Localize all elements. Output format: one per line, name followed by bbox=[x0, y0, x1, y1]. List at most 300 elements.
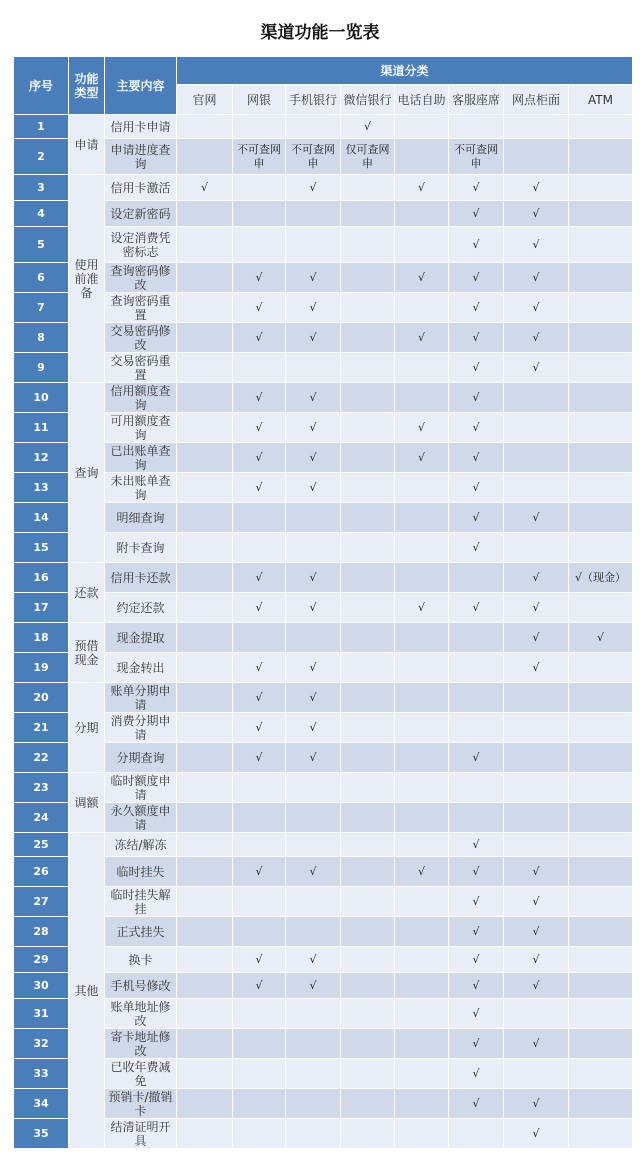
channel-cell: √ bbox=[569, 623, 633, 653]
channel-cell: √ bbox=[504, 917, 569, 947]
channel-cell bbox=[395, 803, 449, 833]
channel-cell: √ bbox=[395, 175, 449, 201]
row-number: 4 bbox=[14, 201, 69, 227]
category-cell: 其他 bbox=[69, 833, 105, 1149]
channel-cell: √ bbox=[286, 743, 341, 773]
channel-cell bbox=[286, 999, 341, 1029]
row-number: 18 bbox=[14, 623, 69, 653]
channel-cell bbox=[569, 413, 633, 443]
channel-cell bbox=[569, 887, 633, 917]
row-number: 35 bbox=[14, 1119, 69, 1149]
channel-cell bbox=[504, 713, 569, 743]
channel-cell bbox=[233, 623, 286, 653]
header-channel: 网银 bbox=[233, 85, 286, 115]
channel-cell bbox=[569, 293, 633, 323]
table-row bbox=[14, 623, 633, 653]
row-number: 7 bbox=[14, 293, 69, 323]
channel-cell bbox=[233, 1029, 286, 1059]
feature-cell: 查询密码修改 bbox=[105, 263, 177, 293]
row-number: 8 bbox=[14, 323, 69, 353]
channel-cell bbox=[233, 1089, 286, 1119]
channel-cell bbox=[341, 201, 395, 227]
channel-cell: √ bbox=[286, 973, 341, 999]
table-row bbox=[14, 973, 633, 999]
row-number: 30 bbox=[14, 973, 69, 999]
channel-cell bbox=[233, 175, 286, 201]
channel-cell bbox=[395, 833, 449, 857]
channel-cell: √ bbox=[449, 263, 504, 293]
feature-cell: 结清证明开具 bbox=[105, 1119, 177, 1149]
feature-cell: 交易密码重置 bbox=[105, 353, 177, 383]
channel-cell bbox=[177, 833, 233, 857]
channel-cell: √ bbox=[504, 593, 569, 623]
channel-cell bbox=[569, 833, 633, 857]
channel-cell bbox=[395, 653, 449, 683]
channel-cell: √ bbox=[449, 443, 504, 473]
channel-cell: √ bbox=[449, 353, 504, 383]
channel-cell bbox=[177, 201, 233, 227]
channel-cell: √ bbox=[449, 383, 504, 413]
channel-cell bbox=[341, 503, 395, 533]
channel-cell bbox=[177, 227, 233, 263]
table-row bbox=[14, 653, 633, 683]
channel-cell: 不可查网申 bbox=[286, 139, 341, 175]
row-number: 3 bbox=[14, 175, 69, 201]
channel-cell bbox=[177, 533, 233, 563]
table-row bbox=[14, 887, 633, 917]
channel-cell bbox=[449, 773, 504, 803]
channel-cell bbox=[341, 473, 395, 503]
feature-cell: 换卡 bbox=[105, 947, 177, 973]
channel-cell bbox=[395, 201, 449, 227]
category-cell: 调额 bbox=[69, 773, 105, 833]
channel-cell bbox=[177, 139, 233, 175]
channel-cell bbox=[286, 227, 341, 263]
channel-cell bbox=[233, 917, 286, 947]
channel-cell bbox=[233, 503, 286, 533]
channel-cell bbox=[286, 353, 341, 383]
channel-cell bbox=[569, 263, 633, 293]
channel-cell: √ bbox=[504, 503, 569, 533]
row-number: 28 bbox=[14, 917, 69, 947]
channel-cell bbox=[341, 563, 395, 593]
channel-cell bbox=[395, 1119, 449, 1149]
channel-cell: √ bbox=[504, 293, 569, 323]
channel-cell bbox=[569, 227, 633, 263]
channel-cell bbox=[569, 773, 633, 803]
channel-cell bbox=[233, 1059, 286, 1089]
channel-cell: √ bbox=[449, 503, 504, 533]
channel-cell bbox=[504, 743, 569, 773]
channel-cell bbox=[569, 743, 633, 773]
channel-cell: √ bbox=[395, 443, 449, 473]
channel-cell bbox=[177, 323, 233, 353]
row-number: 14 bbox=[14, 503, 69, 533]
channel-cell bbox=[233, 201, 286, 227]
feature-cell: 信用卡申请 bbox=[105, 115, 177, 139]
channel-cell: √ bbox=[504, 175, 569, 201]
row-number: 10 bbox=[14, 383, 69, 413]
channel-cell bbox=[286, 201, 341, 227]
category-cell: 查询 bbox=[69, 383, 105, 563]
channel-cell bbox=[286, 887, 341, 917]
channel-cell bbox=[569, 533, 633, 563]
channel-cell: √ bbox=[286, 653, 341, 683]
channel-cell bbox=[569, 353, 633, 383]
channel-cell bbox=[286, 503, 341, 533]
channel-cell: √ bbox=[504, 973, 569, 999]
channel-cell bbox=[569, 473, 633, 503]
channel-cell bbox=[341, 743, 395, 773]
table-row bbox=[14, 773, 633, 803]
channel-cell bbox=[569, 1029, 633, 1059]
channel-cell bbox=[177, 773, 233, 803]
channel-cell: √ bbox=[449, 999, 504, 1029]
channel-cell bbox=[177, 593, 233, 623]
channel-cell bbox=[177, 353, 233, 383]
channel-cell bbox=[341, 947, 395, 973]
channel-cell bbox=[449, 563, 504, 593]
table-row bbox=[14, 593, 633, 623]
channel-cell bbox=[395, 1059, 449, 1089]
channel-cell: 仅可查网申 bbox=[341, 139, 395, 175]
feature-cell: 永久额度申请 bbox=[105, 803, 177, 833]
table-row bbox=[14, 323, 633, 353]
channel-cell bbox=[177, 803, 233, 833]
feature-cell: 设定消费凭密标志 bbox=[105, 227, 177, 263]
row-number: 17 bbox=[14, 593, 69, 623]
category-cell: 分期 bbox=[69, 683, 105, 773]
channel-cell bbox=[177, 383, 233, 413]
row-number: 19 bbox=[14, 653, 69, 683]
channel-cell: √ bbox=[233, 973, 286, 999]
feature-cell: 寄卡地址修改 bbox=[105, 1029, 177, 1059]
channel-cell bbox=[341, 323, 395, 353]
table-row bbox=[14, 139, 633, 175]
channel-cell bbox=[177, 887, 233, 917]
channel-cell: √ bbox=[504, 887, 569, 917]
channel-cell bbox=[395, 533, 449, 563]
channel-cell: √ bbox=[449, 743, 504, 773]
channel-cell bbox=[341, 999, 395, 1029]
channel-cell: √ bbox=[286, 413, 341, 443]
channel-cell bbox=[177, 473, 233, 503]
channel-cell: √ bbox=[504, 947, 569, 973]
channel-cell bbox=[569, 1059, 633, 1089]
feature-cell: 约定还款 bbox=[105, 593, 177, 623]
channel-cell bbox=[341, 1029, 395, 1059]
feature-cell: 查询密码重置 bbox=[105, 293, 177, 323]
channel-cell: √ bbox=[233, 683, 286, 713]
channel-cell bbox=[177, 683, 233, 713]
channel-cell bbox=[286, 533, 341, 563]
channel-cell bbox=[233, 773, 286, 803]
table-row bbox=[14, 1119, 633, 1149]
channel-cell bbox=[341, 1089, 395, 1119]
channel-cell: √ bbox=[504, 1119, 569, 1149]
table-row bbox=[14, 383, 633, 413]
table-row bbox=[14, 563, 633, 593]
channel-cell bbox=[177, 263, 233, 293]
channel-cell bbox=[341, 263, 395, 293]
channel-cell: √ bbox=[504, 263, 569, 293]
feature-cell: 信用卡还款 bbox=[105, 563, 177, 593]
channel-cell bbox=[233, 999, 286, 1029]
channel-cell bbox=[286, 1119, 341, 1149]
channel-cell: √ bbox=[233, 743, 286, 773]
channel-cell bbox=[504, 115, 569, 139]
channel-cell bbox=[504, 833, 569, 857]
channel-cell bbox=[286, 917, 341, 947]
channel-cell bbox=[233, 227, 286, 263]
row-number: 22 bbox=[14, 743, 69, 773]
channel-cell bbox=[569, 683, 633, 713]
channel-cell: √ bbox=[395, 593, 449, 623]
channel-cell: √ bbox=[233, 383, 286, 413]
channel-cell bbox=[286, 833, 341, 857]
channel-cell bbox=[341, 443, 395, 473]
channel-cell bbox=[449, 713, 504, 743]
table-row bbox=[14, 713, 633, 743]
channel-cell bbox=[569, 323, 633, 353]
channel-cell: √ bbox=[449, 917, 504, 947]
table-row bbox=[14, 533, 633, 563]
channel-cell bbox=[395, 623, 449, 653]
channel-cell bbox=[395, 563, 449, 593]
channel-cell bbox=[177, 1029, 233, 1059]
table-row bbox=[14, 1059, 633, 1089]
channel-cell bbox=[395, 383, 449, 413]
channel-cell bbox=[395, 683, 449, 713]
feature-cell: 消费分期申请 bbox=[105, 713, 177, 743]
channel-cell bbox=[286, 1089, 341, 1119]
table-row bbox=[14, 175, 633, 201]
channel-cell bbox=[569, 503, 633, 533]
channel-cell: √ bbox=[233, 293, 286, 323]
channel-cell bbox=[286, 773, 341, 803]
channel-cell bbox=[504, 139, 569, 175]
channel-cell bbox=[341, 973, 395, 999]
channel-cell bbox=[395, 503, 449, 533]
channel-cell: √ bbox=[504, 857, 569, 887]
table-row bbox=[14, 917, 633, 947]
channel-cell bbox=[341, 353, 395, 383]
feature-cell: 分期查询 bbox=[105, 743, 177, 773]
channel-cell bbox=[177, 857, 233, 887]
feature-cell: 临时额度申请 bbox=[105, 773, 177, 803]
channel-cell bbox=[177, 947, 233, 973]
channel-cell: √ bbox=[395, 263, 449, 293]
channel-cell bbox=[341, 593, 395, 623]
channel-cell bbox=[395, 999, 449, 1029]
channel-cell bbox=[504, 999, 569, 1029]
header-channel: 微信银行 bbox=[341, 85, 395, 115]
channel-cell bbox=[341, 803, 395, 833]
table-row bbox=[14, 833, 633, 857]
table-row bbox=[14, 353, 633, 383]
channel-cell: √ bbox=[504, 653, 569, 683]
channel-cell bbox=[233, 353, 286, 383]
channel-cell bbox=[569, 973, 633, 999]
table-row bbox=[14, 413, 633, 443]
row-number: 31 bbox=[14, 999, 69, 1029]
channel-cell: √ bbox=[233, 443, 286, 473]
row-number: 12 bbox=[14, 443, 69, 473]
channel-cell: √ bbox=[395, 857, 449, 887]
channel-cell bbox=[177, 503, 233, 533]
feature-cell: 冻结/解冻 bbox=[105, 833, 177, 857]
channel-cell: √ bbox=[286, 563, 341, 593]
channel-cell bbox=[395, 713, 449, 743]
channel-cell bbox=[341, 413, 395, 443]
channel-cell bbox=[341, 683, 395, 713]
channel-cell bbox=[569, 139, 633, 175]
channel-cell: √ bbox=[286, 263, 341, 293]
channel-cell: √ bbox=[233, 323, 286, 353]
channel-cell: √ bbox=[449, 1059, 504, 1089]
channel-cell: √ bbox=[233, 713, 286, 743]
feature-cell: 信用卡激活 bbox=[105, 175, 177, 201]
row-number: 24 bbox=[14, 803, 69, 833]
feature-cell: 临时挂失 bbox=[105, 857, 177, 887]
channel-cell bbox=[449, 115, 504, 139]
channel-cell bbox=[569, 383, 633, 413]
channel-cell bbox=[395, 773, 449, 803]
channel-cell: √ bbox=[504, 227, 569, 263]
channel-cell bbox=[504, 473, 569, 503]
channel-cell: 不可查网申 bbox=[449, 139, 504, 175]
header-channel: ATM bbox=[569, 85, 633, 115]
feature-cell: 已收年费减免 bbox=[105, 1059, 177, 1089]
row-number: 1 bbox=[14, 115, 69, 139]
channel-cell: √ bbox=[341, 115, 395, 139]
channel-cell: √ bbox=[286, 293, 341, 323]
channel-cell bbox=[177, 563, 233, 593]
table-row bbox=[14, 443, 633, 473]
channel-cell: √ bbox=[233, 653, 286, 683]
channel-cell bbox=[341, 1059, 395, 1089]
channel-cell bbox=[395, 917, 449, 947]
channel-cell bbox=[569, 201, 633, 227]
table-row bbox=[14, 947, 633, 973]
feature-cell: 设定新密码 bbox=[105, 201, 177, 227]
channel-cell bbox=[341, 857, 395, 887]
channel-cell: √ bbox=[449, 175, 504, 201]
channel-cell bbox=[341, 227, 395, 263]
channel-cell: √ bbox=[286, 383, 341, 413]
channel-cell bbox=[395, 1029, 449, 1059]
feature-cell: 手机号修改 bbox=[105, 973, 177, 999]
channel-cell bbox=[569, 857, 633, 887]
table-row bbox=[14, 857, 633, 887]
header-channel: 客服座席 bbox=[449, 85, 504, 115]
channel-cell: √ bbox=[286, 683, 341, 713]
row-number: 9 bbox=[14, 353, 69, 383]
channel-cell: √ bbox=[233, 563, 286, 593]
table-row bbox=[14, 473, 633, 503]
row-number: 11 bbox=[14, 413, 69, 443]
channel-cell bbox=[569, 999, 633, 1029]
channel-cell bbox=[341, 653, 395, 683]
row-number: 2 bbox=[14, 139, 69, 175]
channel-cell bbox=[504, 413, 569, 443]
channel-cell: √ bbox=[233, 263, 286, 293]
channel-cell bbox=[504, 773, 569, 803]
channel-cell bbox=[569, 593, 633, 623]
channel-cell: √ bbox=[449, 973, 504, 999]
channel-cell: √ bbox=[504, 323, 569, 353]
channel-cell bbox=[395, 743, 449, 773]
channel-cell bbox=[177, 713, 233, 743]
channel-cell: √ bbox=[449, 593, 504, 623]
channel-cell bbox=[233, 115, 286, 139]
channel-cell: √ bbox=[504, 353, 569, 383]
category-cell: 还款 bbox=[69, 563, 105, 623]
table-row bbox=[14, 1089, 633, 1119]
category-cell: 申请 bbox=[69, 115, 105, 175]
channel-cell bbox=[569, 1089, 633, 1119]
channel-cell bbox=[395, 473, 449, 503]
channel-cell bbox=[395, 973, 449, 999]
channel-cell bbox=[341, 1119, 395, 1149]
channel-cell bbox=[286, 1059, 341, 1089]
header-type: 功能类型 bbox=[69, 57, 105, 115]
channel-cell: √ bbox=[449, 887, 504, 917]
channel-cell: √（现金） bbox=[569, 563, 633, 593]
channel-cell bbox=[286, 115, 341, 139]
row-number: 13 bbox=[14, 473, 69, 503]
row-number: 26 bbox=[14, 857, 69, 887]
channel-cell: √ bbox=[286, 473, 341, 503]
feature-cell: 预销卡/撤销卡 bbox=[105, 1089, 177, 1119]
table-row bbox=[14, 683, 633, 713]
row-number: 16 bbox=[14, 563, 69, 593]
channel-cell bbox=[504, 383, 569, 413]
channel-cell: 不可查网申 bbox=[233, 139, 286, 175]
feature-cell: 明细查询 bbox=[105, 503, 177, 533]
feature-cell: 附卡查询 bbox=[105, 533, 177, 563]
channel-cell bbox=[177, 917, 233, 947]
channel-cell bbox=[504, 683, 569, 713]
channel-cell bbox=[449, 683, 504, 713]
channel-cell bbox=[395, 887, 449, 917]
channel-cell: √ bbox=[504, 623, 569, 653]
channel-cell bbox=[341, 623, 395, 653]
feature-cell: 已出账单查询 bbox=[105, 443, 177, 473]
channel-cell: √ bbox=[286, 593, 341, 623]
feature-cell: 交易密码修改 bbox=[105, 323, 177, 353]
channel-cell bbox=[569, 115, 633, 139]
channel-cell bbox=[449, 623, 504, 653]
channel-cell bbox=[286, 623, 341, 653]
feature-cell: 信用额度查询 bbox=[105, 383, 177, 413]
channel-cell bbox=[569, 653, 633, 683]
header-content: 主要内容 bbox=[105, 57, 177, 115]
table-row bbox=[14, 263, 633, 293]
channel-cell: √ bbox=[449, 227, 504, 263]
channel-function-table bbox=[13, 56, 633, 1149]
channel-cell bbox=[569, 947, 633, 973]
channel-cell bbox=[504, 533, 569, 563]
row-number: 25 bbox=[14, 833, 69, 857]
row-number: 20 bbox=[14, 683, 69, 713]
channel-cell bbox=[341, 175, 395, 201]
channel-cell: √ bbox=[286, 713, 341, 743]
channel-cell bbox=[177, 743, 233, 773]
channel-cell: √ bbox=[449, 857, 504, 887]
channel-cell: √ bbox=[449, 1029, 504, 1059]
table-row bbox=[14, 803, 633, 833]
